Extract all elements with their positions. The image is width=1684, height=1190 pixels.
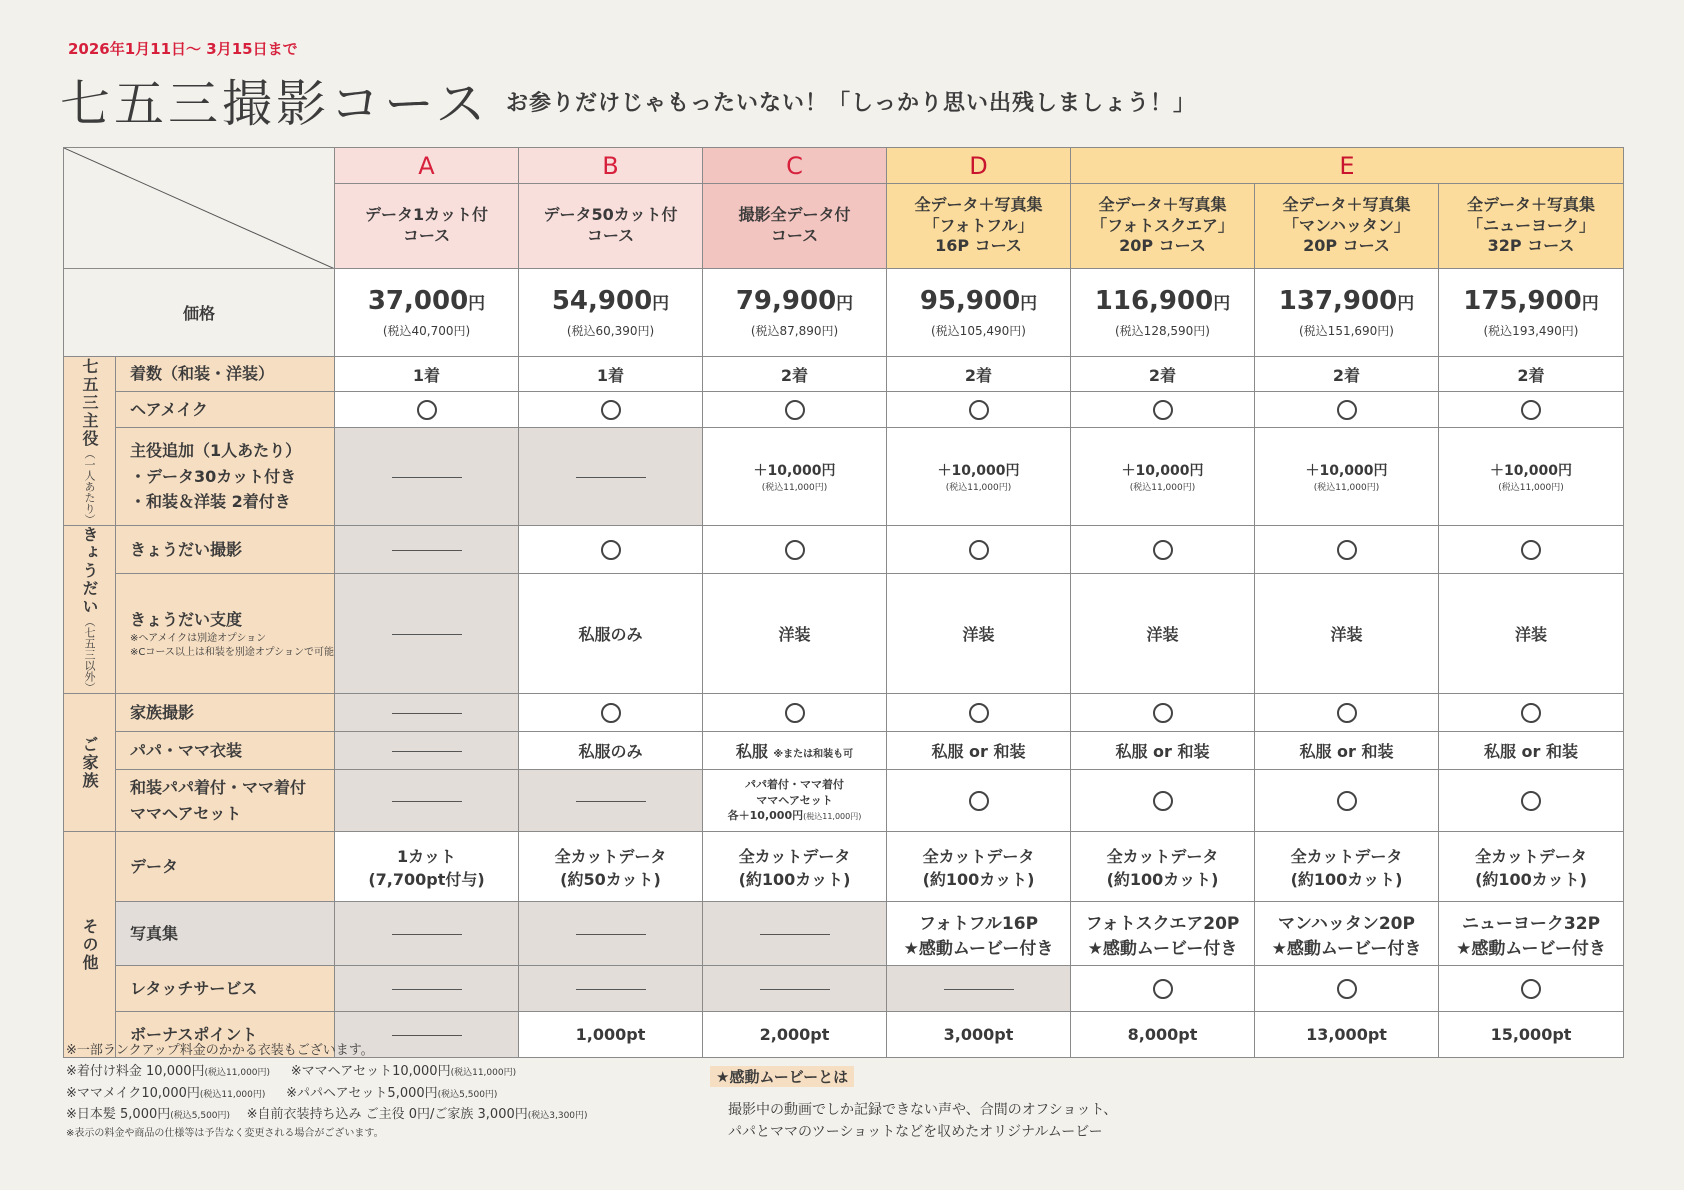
cell: 洋装: [887, 574, 1071, 694]
circle-icon: [417, 400, 437, 420]
cell: [519, 526, 703, 574]
movie-explanation: [710, 1066, 1270, 1144]
plan-d-price: 95,900円 (税込105,490円): [887, 269, 1071, 357]
cell: 全カットデータ (約100カット): [887, 832, 1071, 902]
footnote-line: ※一部ランクアップ料金のかかる衣装もございます。: [66, 1043, 374, 1058]
cell: パパ着付・ママ着付 ママヘアセット 各＋10,000円(税込11,000円): [703, 770, 887, 832]
plan-e3-price: 175,900円 (税込193,490円): [1439, 269, 1624, 357]
cell: [519, 694, 703, 732]
cell: 2,000pt: [703, 1012, 887, 1058]
plan-e1-price: 116,900円 (税込128,590円): [1071, 269, 1255, 357]
plan-c-letter: C: [703, 148, 887, 184]
plan-c-price: 79,900円 (税込87,890円): [703, 269, 887, 357]
circle-icon: [785, 400, 805, 420]
price-label: 価格: [64, 269, 335, 357]
group-shuyaku: 七五三主役（一人あたり）: [64, 357, 116, 526]
cell: 全カットデータ (約100カット): [1071, 832, 1255, 902]
row-label-ishou: パパ・ママ衣装: [116, 732, 335, 770]
circle-icon: [1521, 400, 1541, 420]
cell: [703, 526, 887, 574]
row-label-data: データ: [116, 832, 335, 902]
table-corner: [64, 148, 335, 269]
cell: [1439, 770, 1624, 832]
plan-b-price: 54,900円 (税込60,390円): [519, 269, 703, 357]
cell: 3,000pt: [887, 1012, 1071, 1058]
cell: [335, 694, 519, 732]
cell: [519, 392, 703, 428]
cell: 私服 or 和装: [1255, 732, 1439, 770]
plan-b-course: データ50カット付 コース: [519, 184, 703, 269]
dash-icon: [944, 989, 1014, 990]
cell: [335, 428, 519, 526]
cell: [519, 966, 703, 1012]
cell: 洋装: [1255, 574, 1439, 694]
row-label-kyoudai-satsuei: きょうだい撮影: [116, 526, 335, 574]
row-label-wasou: 和装パパ着付・ママ着付 ママヘアセット: [116, 770, 335, 832]
cell: [1439, 526, 1624, 574]
dash-icon: [576, 801, 646, 802]
cell: 1カット (7,700pt付与): [335, 832, 519, 902]
cell: [519, 902, 703, 966]
cell: [335, 770, 519, 832]
cell: [335, 526, 519, 574]
circle-icon: [601, 400, 621, 420]
cell: 洋装: [703, 574, 887, 694]
plan-e2-course: 全データ＋写真集 「マンハッタン」 20P コース: [1255, 184, 1439, 269]
cell: ＋10,000円 (税込11,000円): [887, 428, 1071, 526]
cell: 8,000pt: [1071, 1012, 1255, 1058]
plan-d-course: 全データ＋写真集 「フォトフル」 16P コース: [887, 184, 1071, 269]
cell: [519, 428, 703, 526]
footnote-line: ※表示の料金や商品の仕様等は予告なく変更される場合がございます。: [66, 1127, 384, 1139]
cell: [1439, 966, 1624, 1012]
plan-a-letter: A: [335, 148, 519, 184]
circle-icon: [969, 791, 989, 811]
cell: 全カットデータ (約50カット): [519, 832, 703, 902]
cell: [1255, 526, 1439, 574]
corner-diagonal: [64, 148, 335, 269]
cell: 1,000pt: [519, 1012, 703, 1058]
circle-icon: [1337, 540, 1357, 560]
row-label-kyoudai-shitaku: きょうだい支度 ※ヘアメイクは別途オプション ※Cコース以上は和装を別途オプションで可能: [116, 574, 335, 694]
group-sonota: その他: [64, 832, 116, 1058]
movie-text: 撮影中の動画でしか記録できない声や、合間のオフショット、 パパとママのツーショットなどを収めたオリジナルムービー: [728, 1102, 1118, 1141]
cell: 13,000pt: [1255, 1012, 1439, 1058]
cell: 洋装: [1071, 574, 1255, 694]
cell: [887, 966, 1071, 1012]
cell: フォトフル16P ★感動ムービー付き: [887, 902, 1071, 966]
cell: ＋10,000円 (税込11,000円): [703, 428, 887, 526]
plan-b-letter: B: [519, 148, 703, 184]
dash-icon: [392, 934, 462, 935]
circle-icon: [969, 540, 989, 560]
cell: 2着: [703, 357, 887, 392]
cell: [887, 770, 1071, 832]
circle-icon: [1337, 791, 1357, 811]
cell: 1着: [335, 357, 519, 392]
page-subtitle: お参りだけじゃもったいない！「しっかり思い出残しましょう！」: [506, 91, 1197, 116]
cell: [1439, 392, 1624, 428]
dash-icon: [392, 713, 462, 714]
footnote-line: ※ママメイク10,000円(税込11,000円) ※パパヘアセット5,000円(税込5,500円): [66, 1085, 498, 1101]
dash-icon: [760, 934, 830, 935]
circle-icon: [1337, 979, 1357, 999]
cell: 私服 or 和装: [1439, 732, 1624, 770]
dash-icon: [392, 1035, 462, 1036]
cell: [335, 574, 519, 694]
cell: 全カットデータ (約100カット): [1255, 832, 1439, 902]
cell: 15,000pt: [1439, 1012, 1624, 1058]
dash-icon: [392, 634, 462, 635]
row-label-chakusu: 着数（和装・洋装）: [116, 357, 335, 392]
circle-icon: [1521, 703, 1541, 723]
dash-icon: [576, 477, 646, 478]
cell: [703, 392, 887, 428]
cell: マンハッタン20P ★感動ムービー付き: [1255, 902, 1439, 966]
circle-icon: [601, 703, 621, 723]
dash-icon: [392, 477, 462, 478]
cell: [887, 526, 1071, 574]
circle-icon: [1337, 400, 1357, 420]
circle-icon: [785, 540, 805, 560]
plan-e-letter: E: [1071, 148, 1624, 184]
cell: 2着: [1255, 357, 1439, 392]
campaign-period: 2026年1月11日～ 3月15日まで: [68, 40, 298, 58]
cell: 私服 ※または和装も可: [703, 732, 887, 770]
cell: [887, 392, 1071, 428]
circle-icon: [1153, 979, 1173, 999]
circle-icon: [601, 540, 621, 560]
cell: ＋10,000円 (税込11,000円): [1255, 428, 1439, 526]
circle-icon: [969, 400, 989, 420]
cell: ＋10,000円 (税込11,000円): [1439, 428, 1624, 526]
plan-e1-course: 全データ＋写真集 「フォトスクエア」 20P コース: [1071, 184, 1255, 269]
cell: [1255, 392, 1439, 428]
cell: [519, 770, 703, 832]
plan-e3-course: 全データ＋写真集 「ニューヨーク」 32P コース: [1439, 184, 1624, 269]
cell: [1071, 526, 1255, 574]
cell: [1439, 694, 1624, 732]
cell: [335, 392, 519, 428]
circle-icon: [1153, 791, 1173, 811]
cell: [887, 694, 1071, 732]
footnotes: [66, 1040, 746, 1142]
dash-icon: [392, 751, 462, 752]
cell: [703, 902, 887, 966]
cell: [1071, 966, 1255, 1012]
cell: 私服 or 和装: [1071, 732, 1255, 770]
circle-icon: [1153, 400, 1173, 420]
cell: 全カットデータ (約100カット): [1439, 832, 1624, 902]
cell: 私服のみ: [519, 574, 703, 694]
row-label-hair: ヘアメイク: [116, 392, 335, 428]
dash-icon: [392, 801, 462, 802]
cell: 2着: [1439, 357, 1624, 392]
cell: [1255, 966, 1439, 1012]
row-label-retouch: レタッチサービス: [116, 966, 335, 1012]
circle-icon: [785, 703, 805, 723]
cell: 洋装: [1439, 574, 1624, 694]
plan-c-course: 撮影全データ付 コース: [703, 184, 887, 269]
circle-icon: [1521, 979, 1541, 999]
cell: [703, 966, 887, 1012]
group-kazoku: ご家族: [64, 694, 116, 832]
row-label-kazoku-satsuei: 家族撮影: [116, 694, 335, 732]
footnote-line: ※着付け料金 10,000円(税込11,000円) ※ママヘアセット10,000円(税込11,000円): [66, 1064, 517, 1080]
dash-icon: [576, 989, 646, 990]
circle-icon: [1153, 703, 1173, 723]
plan-a-price: 37,000円 (税込40,700円): [335, 269, 519, 357]
movie-title: ★感動ムービーとは: [710, 1066, 854, 1087]
cell: ＋10,000円 (税込11,000円): [1071, 428, 1255, 526]
course-table: [63, 147, 1624, 1058]
cell: [1255, 770, 1439, 832]
cell: [335, 732, 519, 770]
cell: [1071, 770, 1255, 832]
plan-d-letter: D: [887, 148, 1071, 184]
cell: [1255, 694, 1439, 732]
cell: 1着: [519, 357, 703, 392]
cell: [1071, 392, 1255, 428]
dash-icon: [576, 934, 646, 935]
dash-icon: [392, 989, 462, 990]
cell: 私服 or 和装: [887, 732, 1071, 770]
row-label-album: 写真集: [116, 902, 335, 966]
cell: [1071, 694, 1255, 732]
circle-icon: [1153, 540, 1173, 560]
cell: [335, 966, 519, 1012]
footnote-line: ※日本髪 5,000円(税込5,500円) ※自前衣装持ち込み ご主役 0円/ご家族 3,000円(税込3,300円): [66, 1107, 588, 1123]
cell: フォトスクエア20P ★感動ムービー付き: [1071, 902, 1255, 966]
group-kyoudai: きょうだい（七五三以外）: [64, 526, 116, 694]
circle-icon: [1521, 540, 1541, 560]
row-label-add: 主役追加（1人あたり） ・データ30カット付き ・和装＆洋装 2着付き: [116, 428, 335, 526]
page-title: 七五三撮影コース: [60, 75, 490, 133]
cell: 私服のみ: [519, 732, 703, 770]
row-label-bonus: ボーナスポイント: [116, 1012, 335, 1058]
plan-a-course: データ1カット付 コース: [335, 184, 519, 269]
circle-icon: [969, 703, 989, 723]
dash-icon: [760, 989, 830, 990]
dash-icon: [392, 550, 462, 551]
cell: ニューヨーク32P ★感動ムービー付き: [1439, 902, 1624, 966]
cell: [335, 902, 519, 966]
cell: 2着: [887, 357, 1071, 392]
cell: 全カットデータ (約100カット): [703, 832, 887, 902]
plan-e2-price: 137,900円 (税込151,690円): [1255, 269, 1439, 357]
circle-icon: [1337, 703, 1357, 723]
circle-icon: [1521, 791, 1541, 811]
cell: [703, 694, 887, 732]
cell: 2着: [1071, 357, 1255, 392]
